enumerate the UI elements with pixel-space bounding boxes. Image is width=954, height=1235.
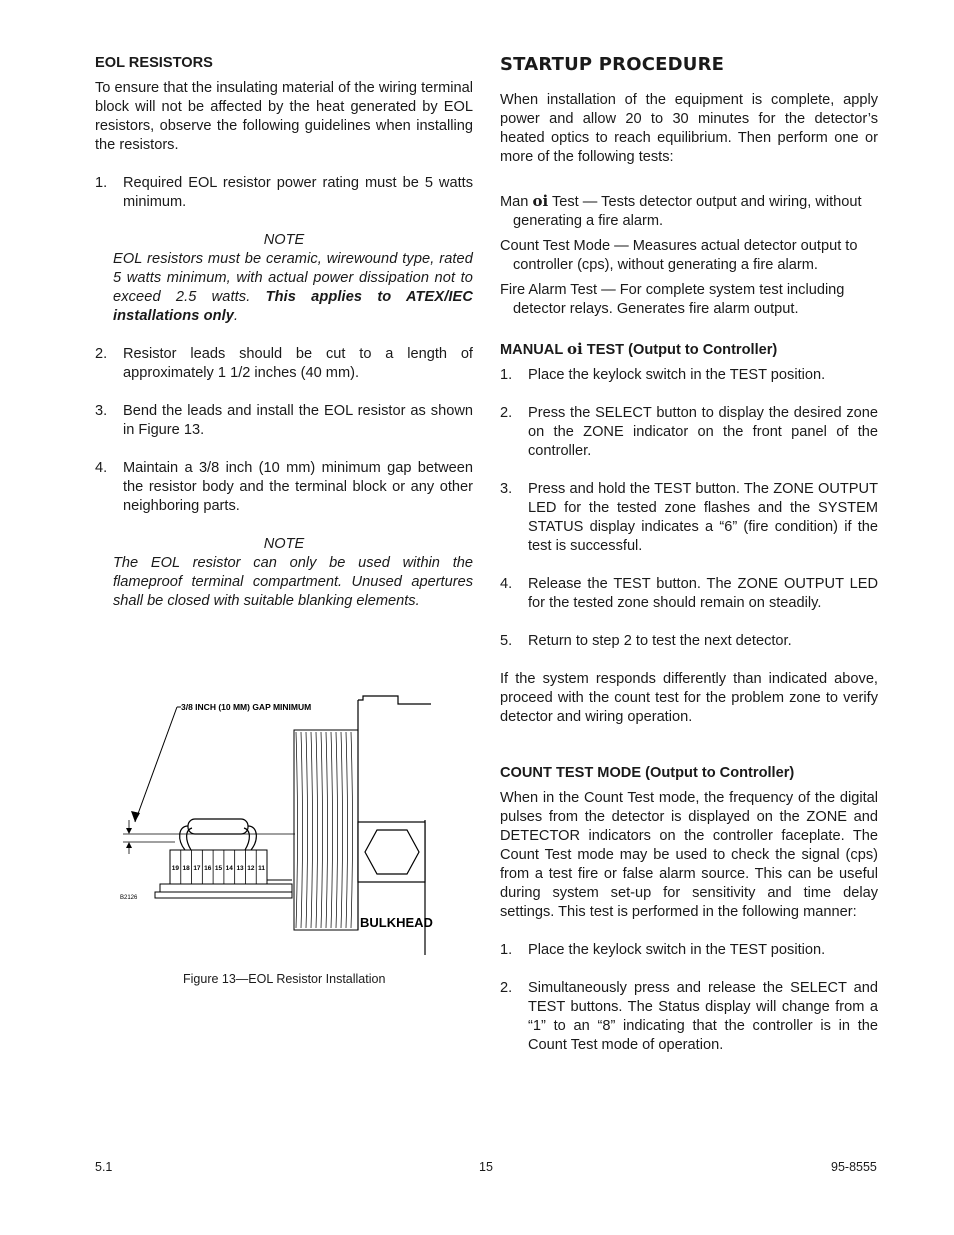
count-step-2 (500, 979, 878, 1055)
note-body (113, 250, 473, 326)
gap-label: 3/8 INCH (10 MM) GAP MINIMUM (181, 702, 312, 712)
terminal-number: 19 (171, 865, 180, 872)
heading-suffix: TEST (Output to Controller) (586, 342, 778, 358)
list-text: Release the TEST button. The ZONE OUTPUT LED for the tested zone should remain on steadily. (528, 576, 878, 611)
bulkhead-top (358, 696, 431, 704)
test-label-prefix: Man (500, 194, 529, 210)
leader-line (135, 707, 177, 822)
eol-list-item-4 (95, 459, 473, 516)
list-number: 2. (95, 346, 108, 362)
bulkhead-label: BULKHEAD (360, 915, 433, 930)
list-text: Press the SELECT button to display the desired zone on the ZONE indicator on the front panel of the controller. (528, 405, 878, 459)
hex-nut-icon (365, 830, 419, 874)
list-number: 1. (500, 367, 513, 383)
manual-step-3 (500, 480, 878, 556)
note-period: . (234, 308, 239, 324)
list-number: 3. (500, 481, 513, 497)
list-number: 2. (500, 980, 513, 996)
manual-oi-test-heading (500, 340, 878, 360)
heading-prefix: MANUAL (500, 342, 563, 358)
eol-list-item-1 (95, 174, 473, 212)
manual-step-1 (500, 366, 878, 385)
footer-page-number: 15 (479, 1160, 493, 1174)
eol-resistor-figure (115, 690, 450, 960)
terminal-number: 11 (258, 865, 266, 872)
list-text: Resistor leads should be cut to a length of approximately 1 1/2 inches (40 mm). (123, 346, 473, 381)
list-number: 2. (500, 405, 513, 421)
figure-caption: Figure 13—EOL Resistor Installation (183, 972, 386, 986)
eol-resistors-heading: EOL RESISTORS (95, 55, 213, 71)
note-2 (95, 535, 473, 611)
oi-symbol: oi (532, 192, 549, 210)
list-text: Simultaneously press and release the SELECT and TEST buttons. The Status display will change from a “1” to an “8” indicating that the controller is in the Count Test mode of operation. (528, 980, 878, 1053)
list-text: Press and hold the TEST button. The ZONE OUTPUT LED for the tested zone flashes and the SYSTEM STATUS display indicates a “6” (fire condition) if the test is successful. (528, 481, 878, 554)
note-text: EOL resistors must be ceramic, wirewound type, rated 5 watts minimum, with actual power dissipation not to exceed 2.5 watts. (113, 251, 473, 305)
test-option-fire-alarm: Fire Alarm Test — For complete system test including detector relays. Generates fire alarm output. (500, 282, 845, 317)
list-text: Place the keylock switch in the TEST position. (528, 942, 826, 958)
manual-step-5 (500, 632, 878, 651)
threaded-cover (296, 732, 353, 928)
list-number: 4. (95, 460, 108, 476)
footer-revision: 5.1 (95, 1160, 113, 1174)
test-description: Test — Tests detector output and wiring, without generating a fire alarm. (513, 194, 862, 229)
list-text: Place the keylock switch in the TEST position. (528, 367, 826, 383)
left-column (95, 54, 473, 611)
manual-step-2 (500, 404, 878, 461)
terminal-number: 17 (193, 865, 201, 872)
list-number: 5. (500, 633, 513, 649)
test-option-count: Count Test Mode — Measures actual detector output to controller (cps), without generating a fire alarm. (500, 238, 858, 273)
drawing-code: B2126 (120, 895, 138, 901)
terminal-number: 15 (214, 865, 223, 872)
note-title: NOTE (263, 232, 305, 248)
count-test-intro: When in the Count Test mode, the frequency of the digital pulses from the detector is displayed on the ZONE and DETECTOR indicators on the controller faceplate. The Count Test mode may be used to check the signal (cps) from a test fire or false alarm source. This can be useful during system set-up for sensitivity and time delay settings. This test is performed in the following manner: (500, 790, 878, 920)
note-emphasis: This applies to ATEX/IEC installations only (113, 289, 473, 324)
eol-intro-paragraph: To ensure that the insulating material of the wiring terminal block will not be affected by the heat generated by EOL resistors, observe the following guidelines when installing the resistors. (95, 80, 473, 153)
note-1 (95, 231, 473, 326)
list-number: 1. (500, 942, 513, 958)
terminal-number: 16 (204, 865, 212, 872)
right-column (500, 54, 878, 1055)
list-number: 3. (95, 403, 108, 419)
list-text: Bend the leads and install the EOL resistor as shown in Figure 13. (123, 403, 473, 438)
terminal-number: 14 (225, 865, 233, 872)
eol-list-item-3 (95, 402, 473, 440)
resistor-body (188, 819, 248, 834)
note-body: The EOL resistor can only be used within the flameproof terminal compartment. Unused apertures shall be closed with suitable blanking elements. (113, 555, 473, 609)
eol-list-item-2 (95, 345, 473, 383)
terminal-number: 18 (182, 865, 190, 872)
startup-intro-paragraph: When installation of the equipment is complete, apply power and allow 20 to 30 minutes for the detector’s heated optics to reach equilibrium. Then perform one or more of the following tests: (500, 92, 878, 165)
startup-procedure-heading: STARTUP PROCEDURE (500, 54, 725, 75)
oi-symbol: oi (567, 340, 583, 358)
list-text: Maintain a 3/8 inch (10 mm) minimum gap between the resistor body and the terminal block or any other neighboring parts. (123, 460, 473, 514)
note-title: NOTE (263, 536, 305, 552)
respond-paragraph: If the system responds differently than indicated above, proceed with the count test for the problem zone to verify detector and wiring operation. (500, 671, 878, 725)
manual-step-4 (500, 575, 878, 613)
test-option-man-oi (500, 192, 878, 231)
terminal-number: 13 (236, 865, 244, 872)
count-test-mode-heading: COUNT TEST MODE (Output to Controller) (500, 765, 795, 781)
footer-document-number: 95-8555 (831, 1160, 877, 1174)
list-number: 1. (95, 175, 108, 191)
count-step-1 (500, 941, 878, 960)
terminal-number: 12 (247, 865, 255, 872)
list-text: Required EOL resistor power rating must be 5 watts minimum. (123, 175, 473, 210)
list-number: 4. (500, 576, 513, 592)
list-text: Return to step 2 to test the next detector. (528, 633, 792, 649)
